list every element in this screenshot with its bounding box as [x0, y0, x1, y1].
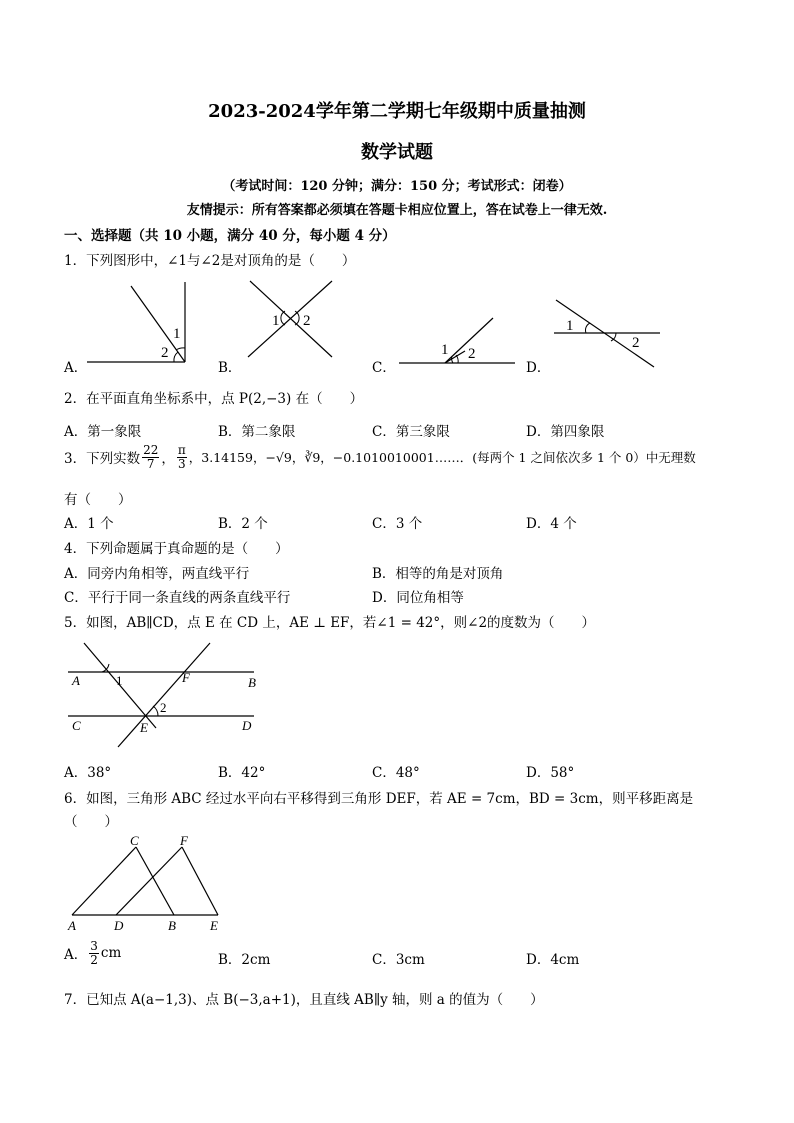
q6-line2: （ ） — [64, 814, 118, 830]
q5-label-a: A — [72, 673, 80, 688]
q5-label-d: D — [242, 718, 252, 733]
q6-option-a-den: 2 — [90, 952, 98, 967]
q1-option-c: C． — [372, 360, 396, 376]
q2-option-a: A．第一象限 — [64, 424, 142, 440]
exam-info: （考试时间：120 分钟；满分：150 分；考试形式：闭卷） — [222, 179, 572, 194]
q4-text: 4．下列命题属于真命题的是（ ） — [64, 541, 289, 557]
q1-figure-a — [85, 280, 195, 370]
q5-label-2: 2 — [160, 700, 167, 715]
q5-label-b: B — [248, 675, 256, 690]
q2-option-d: D．第四象限 — [526, 424, 605, 440]
q5-option-b: B．42° — [218, 765, 266, 781]
q6-label-a: A — [68, 918, 76, 933]
q6-option-a — [64, 940, 121, 966]
q1c-label-2: 2 — [468, 346, 476, 362]
exam-notice: 友情提示：所有答案都必须填在答题卡相应位置上，答在试卷上一律无效. — [186, 203, 608, 218]
q3-line1: 3．下列实数 $\frac{22}{7}$ ， $\frac{\pi}{3}$ ，3.14159，−√9，∛9，−0.1010010001……．(每两个 1 之间依次多 1 个 0）中无理数 — [64, 443, 696, 471]
q3-line2: 有（ ） — [64, 492, 132, 508]
q6-label-f: F — [180, 835, 188, 848]
q3-option-d: D．4 个 — [526, 516, 577, 532]
q5-figure — [64, 640, 274, 752]
q2-option-c: C．第三象限 — [372, 424, 450, 440]
page-title: 2023-2024学年第二学期七年级期中质量抽测 — [208, 101, 586, 122]
q2-text: 2．在平面直角坐标系中，点 P(2,−3) 在（ ） — [64, 391, 364, 407]
q6-text: 6．如图，三角形 ABC 经过水平向右平移得到三角形 DEF，若 AE = 7cm，BD = 3cm，则平移距离是 — [64, 791, 694, 807]
q5-option-c: C．48° — [372, 765, 420, 781]
q6-option-a-frac — [89, 940, 99, 966]
q6-label-e: E — [210, 918, 218, 933]
section1-heading: 一、选择题（共 10 小题，满分 40 分，每小题 4 分） — [64, 228, 396, 244]
q4-option-b: B．相等的角是对顶角 — [372, 566, 504, 582]
q4-option-a: A．同旁内角相等，两直线平行 — [64, 566, 250, 582]
q4-option-c: C．平行于同一条直线的两条直线平行 — [64, 590, 291, 606]
q3-prefix: 3．下列实数 — [64, 451, 141, 468]
q1d-label-2: 2 — [632, 335, 640, 351]
q1b-label-2: 2 — [303, 313, 311, 329]
q6-option-a-unit: cm — [100, 945, 122, 962]
q6-label-c: C — [130, 835, 139, 848]
q1c-label-1: 1 — [441, 342, 449, 358]
q1-figure-c — [395, 315, 520, 370]
q3-frac-pi-3 — [177, 444, 187, 470]
q6-figure — [64, 835, 234, 935]
q6-option-c: C．3cm — [372, 952, 425, 968]
q5-label-c: C — [72, 718, 81, 733]
q5-label-f: F — [182, 670, 190, 685]
q3-option-c: C．3 个 — [372, 516, 423, 532]
q3-frac1-num: 22 — [143, 443, 159, 457]
q5-label-e: E — [140, 720, 148, 735]
q1-text: 1．下列图形中，∠1与∠2是对顶角的是（ ） — [64, 253, 356, 269]
q4-option-d: D．同位角相等 — [372, 590, 464, 606]
q1-option-a: A． — [64, 360, 88, 376]
q6-label-b: B — [168, 918, 176, 933]
q6-option-a-num: 3 — [90, 939, 98, 953]
q1-option-d: D． — [526, 360, 551, 376]
q3-frac2-num: π — [177, 443, 186, 457]
page-subtitle: 数学试题 — [361, 142, 433, 163]
q5-option-a: A．38° — [64, 765, 112, 781]
q7-text: 7．已知点 A(a−1,3)、点 B(−3,a+1)，且直线 AB∥y 轴，则 a 的值为（ ） — [64, 992, 544, 1008]
q1-option-b: B． — [218, 360, 242, 376]
q5-label-1: 1 — [116, 673, 123, 688]
q5-text: 5．如图，AB∥CD，点 E 在 CD 上，AE ⊥ EF，若∠1 = 42°，则∠2的度数为（ ） — [64, 615, 596, 631]
q1b-label-1: 1 — [272, 313, 280, 329]
q3-frac1-den: 7 — [146, 456, 155, 471]
q2-option-b: B．第二象限 — [218, 424, 296, 440]
q3-frac2-den: 3 — [178, 456, 186, 471]
q1d-label-1: 1 — [566, 318, 574, 334]
q3-frac-22-7 — [142, 444, 159, 470]
q6-option-b: B．2cm — [218, 952, 271, 968]
q3-option-b: B．2 个 — [218, 516, 268, 532]
q3-option-a: A．1 个 — [64, 516, 114, 532]
q6-option-d: D．4cm — [526, 952, 580, 968]
q1a-label-2: 2 — [161, 345, 169, 361]
q1-figure-b — [240, 275, 340, 360]
q3-rest: ，3.14159，−√9，∛9，−0.1010010001……．(每两个 1 之间依次多 1 个 0）中无理数 — [188, 450, 696, 466]
q6-option-a-prefix: A． — [64, 947, 88, 964]
q5-option-d: D．58° — [526, 765, 575, 781]
q1a-label-1: 1 — [173, 326, 181, 342]
q6-label-d: D — [114, 918, 124, 933]
q1-figure-d — [550, 295, 665, 375]
